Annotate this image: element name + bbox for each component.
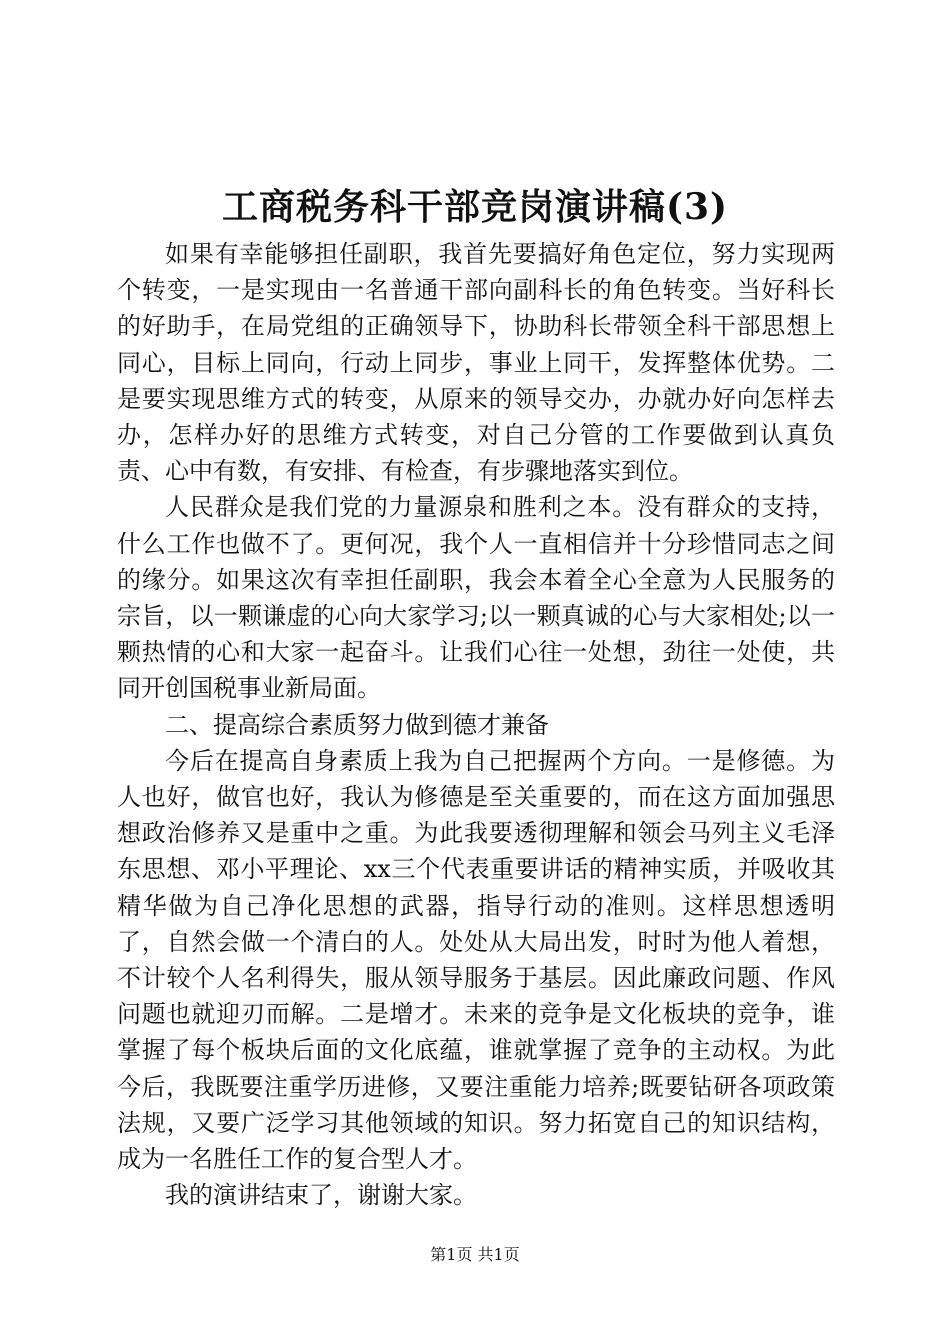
paragraph-1: 如果有幸能够担任副职，我首先要搞好角色定位，努力实现两个转变，一是实现由一名普通干部向副科长的角色转变。当好科长的好助手，在局党组的正确领导下，协助科长带领全科干部思想上同心，目标上同向，行动上同步，事业上同干，发挥整体优势。二是要实现思维方式的转变，从原来的领导交办，办就办好向怎样去办，怎样办好的思维方式转变，对自己分管的工作要做到认真负责、心中有数，有安排、有检查，有步骤地落实到位。 bbox=[117, 240, 835, 486]
closing-paragraph: 我的演讲结束了，谢谢大家。 bbox=[165, 1181, 477, 1210]
paragraph-2: 人民群众是我们党的力量源泉和胜利之本。没有群众的支持，什么工作也做不了。更何况，我个人一直相信并十分珍惜同志之间的缘分。如果这次有幸担任副职，我会本着全心全意为人民服务的宗旨，以一颗谦虚的心向大家学习;以一颗真诚的心与大家相处;以一颗热情的心和大家一起奋斗。让我们心往一处想，劲往一处使，共同开创国税事业新局面。 bbox=[117, 493, 835, 703]
page-footer: 第1页 共1页 bbox=[430, 1245, 520, 1264]
document-body bbox=[117, 236, 835, 1213]
section-heading-2: 二、提高综合素质努力做到德才兼备 bbox=[165, 710, 549, 739]
paragraph-3: 今后在提高自身素质上我为自己把握两个方向。一是修德。为人也好，做官也好，我认为修德是至关重要的，而在这方面加强思想政治修养又是重中之重。为此我要透彻理解和领会马列主义毛泽东思想、邓小平理论、xx三个代表重要讲话的精神实质，并吸收其精华做为自己净化思想的武器，指导行动的准则。这样思想透明了，自然会做一个清白的人。处处从大局出发，时时为他人着想，不计较个人名利得失，服从领导服务于基层。因此廉政问题、作风问题也就迎刃而解。二是增才。未来的竞争是文化板块的竞争，谁掌握了每个板块后面的文化底蕴，谁就掌握了竞争的主动权。为此今后，我既要注重学历进修，又要注重能力培养;既要钻研各项政策法规，又要广泛学习其他领域的知识。努力拓宽自己的知识结构，成为一名胜任工作的复合型人才。 bbox=[117, 746, 835, 1174]
document-title: 工商税务科干部竞岗演讲稿(3) bbox=[221, 186, 729, 228]
